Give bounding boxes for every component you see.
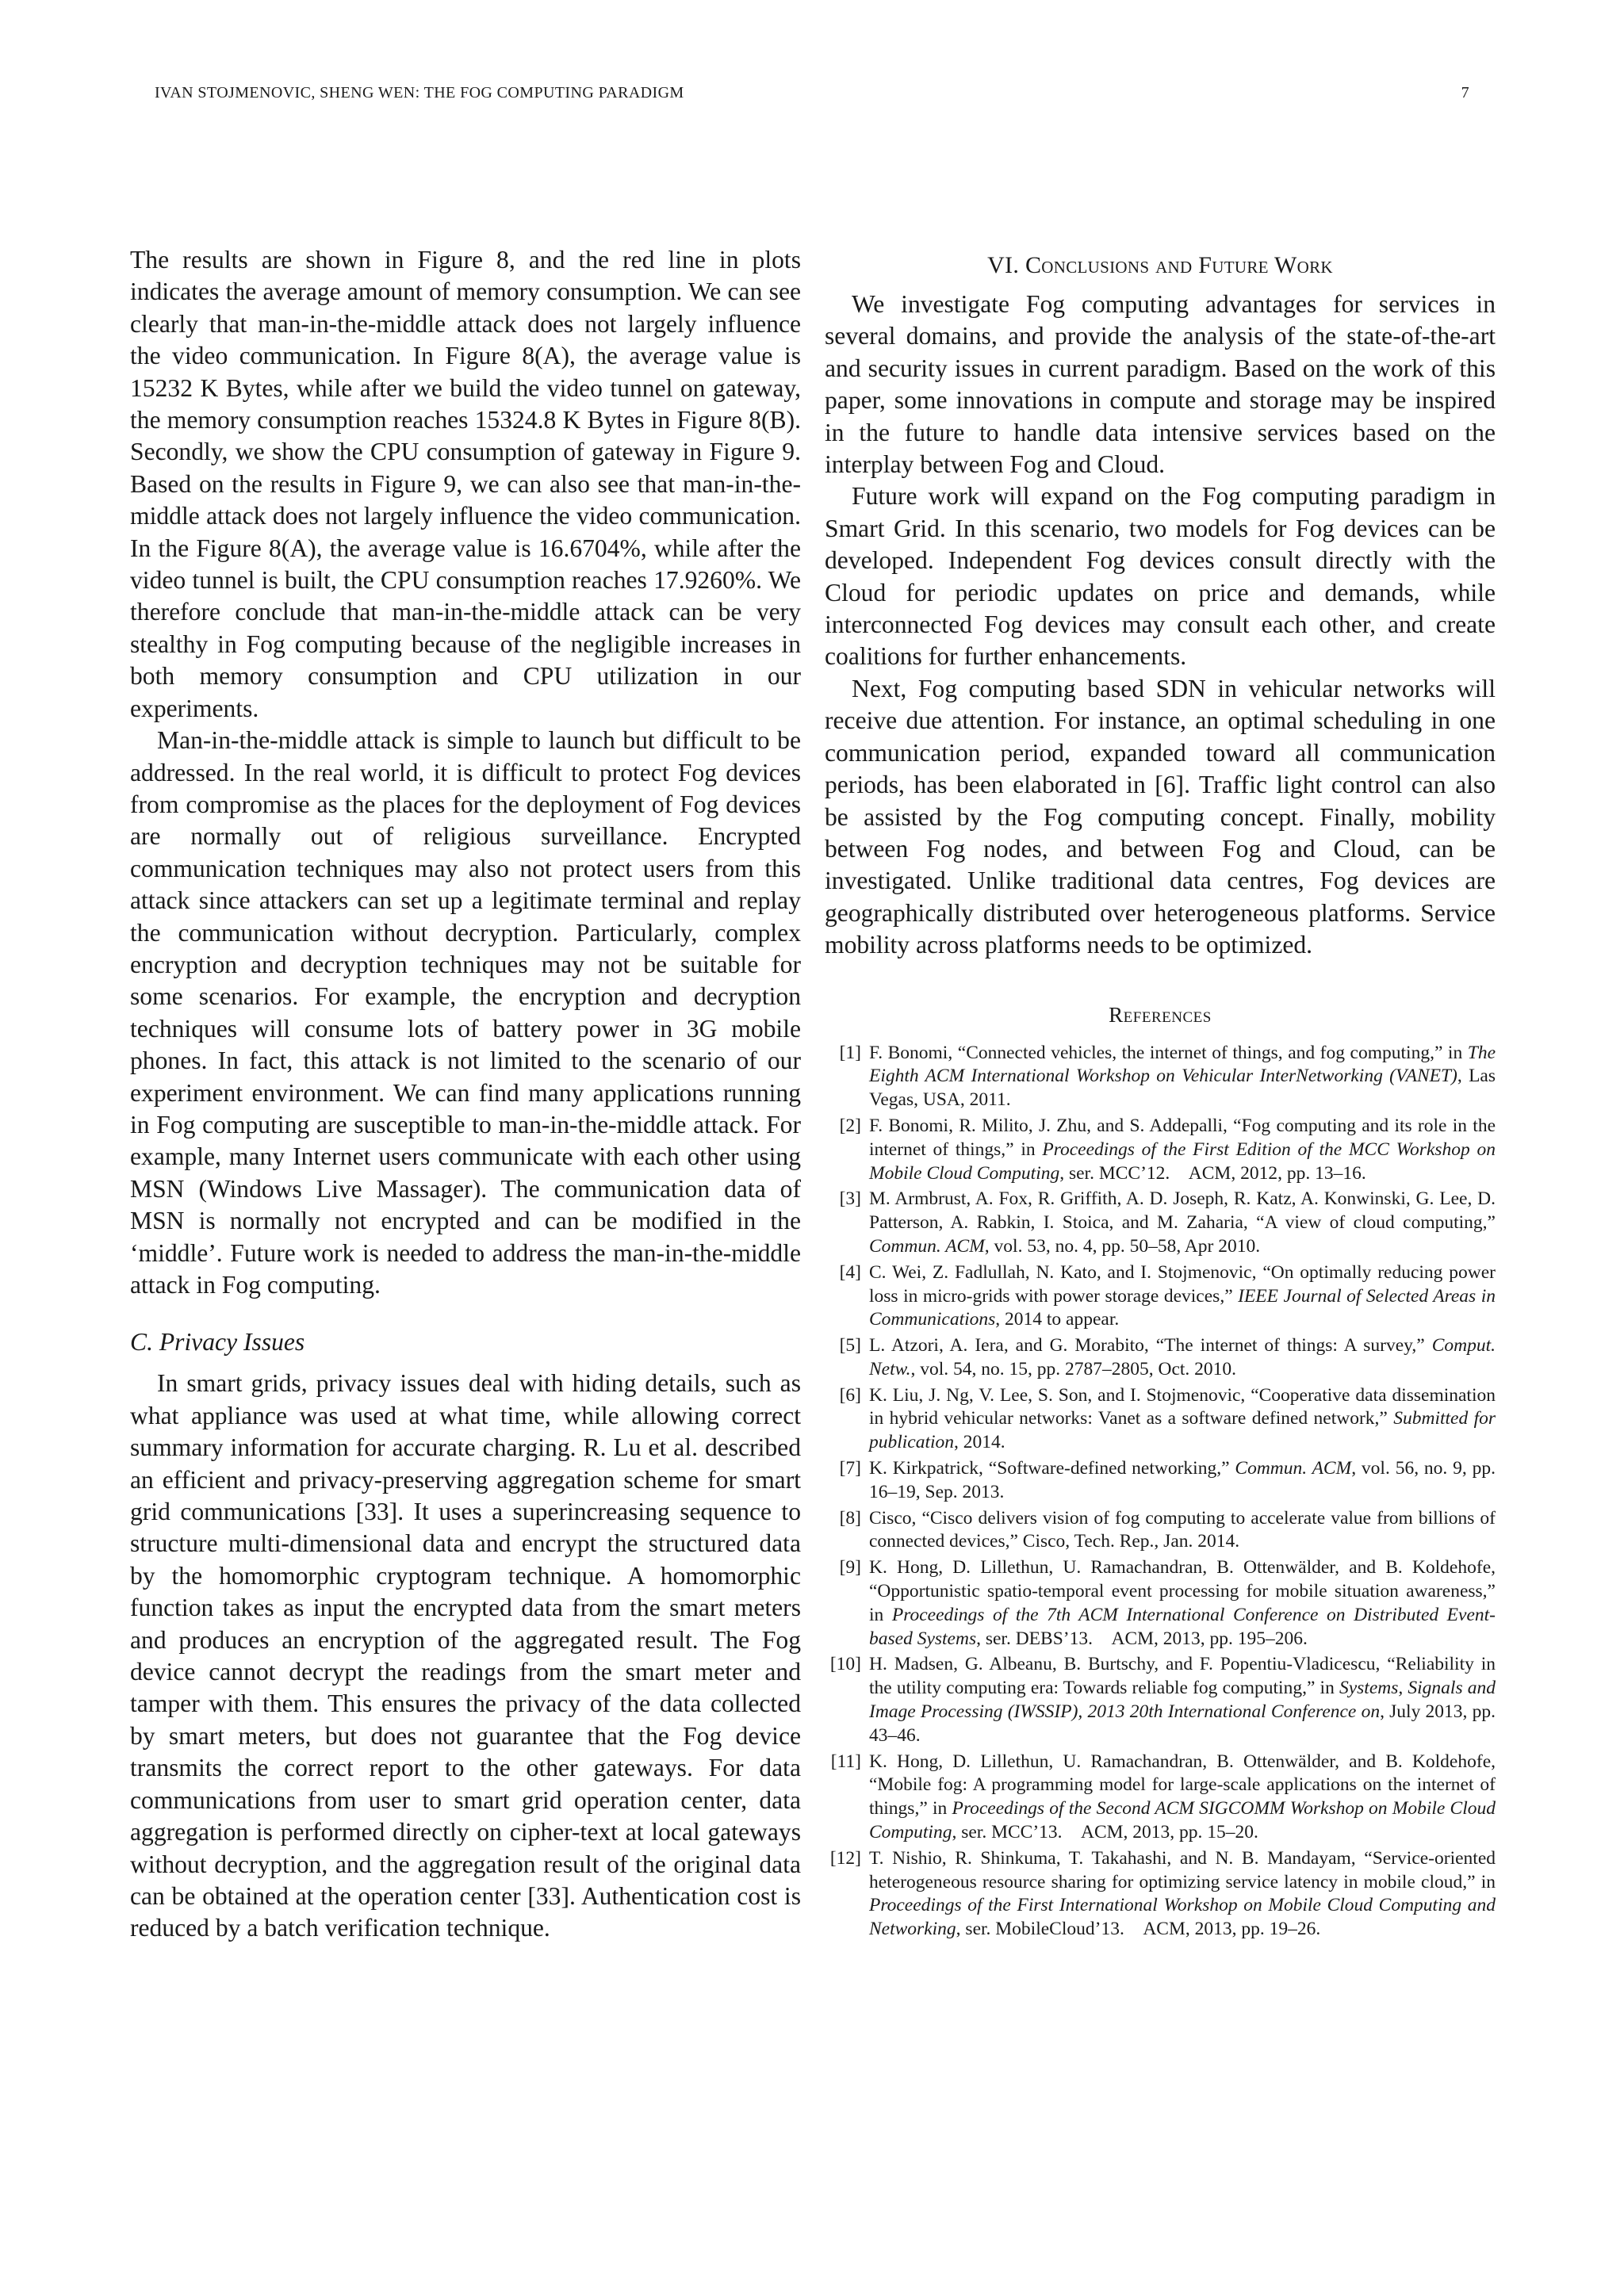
reference-number: [11] bbox=[830, 1751, 861, 1772]
reference-number: [10] bbox=[829, 1654, 861, 1675]
section-number: VI. bbox=[987, 252, 1020, 278]
sdn-paragraph: Next, Fog computing based SDN in vehicular networks will receive due attention. For instance, an optimal scheduling in one communication period, expanded toward all communication periods, has been elaborated in [6]. Traffic light control can also be assisted by the Fog computing concept. Finally, mobility between Fog nodes, and between Fog and Cloud, can be investigated. Unlike traditional data centres, Fog devices are geographically distributed over heterogeneous platforms. Service mobility across platforms needs to be optimized. bbox=[825, 674, 1496, 959]
results-paragraph: The results are shown in Figure 8, and the red line in plots indicates the average amount of memory consumption. We can see clearly that man-in-the-middle attack does not largely influence the video communication. In Figure 8(A), the average value is 15232 K Bytes, while after we build the video tunnel on gateway, the memory consumption reaches 15324.8 K Bytes in Figure 8(B). Secondly, we show the CPU consumption of gateway in Figure 9. Based on the results in Figure 9, we can also see that man-in-the-middle attack does not largely influence the video communication. In the Figure 8(A), the average value is 16.6704%, while after the video tunnel is built, the CPU consumption reaches 17.9260%. We therefore conclude that man-in-the-middle attack can be very stealthy in Fog computing because of the negligible increases in both memory consumption and CPU utilization in our experiments. bbox=[130, 246, 801, 722]
reference-text: T. Nishio, R. Shinkuma, T. Takahashi, and N. B. Mandayam, “Service-oriented heterogeneous resource sharing for optimizing service latency in mobile cloud,” in bbox=[869, 1847, 1496, 1892]
reference-item bbox=[825, 1261, 1496, 1332]
reference-text: K. Hong, D. Lillethun, U. Ramachandran, B. Ottenwälder, and B. Koldehofe, “Opportunistic spatio-temporal event processing for mobile situation awareness,” in bbox=[869, 1557, 1496, 1625]
page-number: 7 bbox=[1461, 84, 1469, 101]
reference-number: [9] bbox=[839, 1557, 861, 1578]
reference-details: , 2014. bbox=[954, 1432, 1005, 1453]
reference-item bbox=[825, 1847, 1496, 1942]
reference-venue: Systems, Signals and Image Processing (IWSSIP), 2013 20th International Conference on bbox=[869, 1678, 1496, 1723]
reference-details: , July 2013, pp. 43–46. bbox=[869, 1701, 1496, 1746]
reference-venue: Commun. ACM bbox=[1235, 1458, 1352, 1479]
mitm-paragraph: Man-in-the-middle attack is simple to launch but difficult to be addressed. In the real world, it is difficult to protect Fog devices from compromise as the places for the deployment of Fog devices are normally out of religious surveillance. Encrypted communication techniques may also not protect users from this attack since attackers can set up a legitimate terminal and replay the communication without decryption. Particularly, complex encryption and decryption techniques may not be suitable for some scenarios. For example, the encryption and decryption techniques will consume lots of battery power in 3G mobile phones. In fact, this attack is not limited to the scenario of our experiment environment. We can find many applications running in Fog computing are susceptible to man-in-the-middle attack. For example, many Internet users communicate with each other using MSN (Windows Live Massager). The communication data of MSN is normally not encrypted and can be modified in the ‘middle’. Future work is needed to address the man-in-the-middle attack in Fog computing. bbox=[130, 726, 801, 1299]
reference-number: [8] bbox=[839, 1507, 861, 1529]
future-work-paragraph: Future work will expand on the Fog computing paradigm in Smart Grid. In this scenario, two models for Fog devices can be developed. Independent Fog devices consult directly with the Cloud for periodic updates on price and demands, while interconnected Fog devices may consult each other, and create coalitions for further enhancements. bbox=[825, 482, 1496, 671]
reference-venue: Submitted for publication bbox=[869, 1408, 1496, 1453]
section-title bbox=[825, 252, 1496, 279]
conclusion-paragraph: We investigate Fog computing advantages for services in several domains, and provide the analysis of the state-of-the-art and security issues in current paradigm. Based on the work of this paper, some innovations in compute and storage may be inspired in the future to handle data intensive services based on the interplay between Fog and Cloud. bbox=[825, 290, 1496, 479]
reference-text: C. Wei, Z. Fadlullah, N. Kato, and I. Stojmenovic, “On optimally reducing power loss in micro-grids with power storage devices,” bbox=[869, 1261, 1496, 1307]
reference-number: [1] bbox=[839, 1042, 861, 1063]
reference-item bbox=[825, 1042, 1496, 1112]
reference-item bbox=[825, 1556, 1496, 1651]
reference-details: , ser. DEBS’13. ACM, 2013, pp. 195–206. bbox=[976, 1628, 1308, 1649]
reference-text: L. Atzori, A. Iera, and G. Morabito, “The internet of things: A survey,” bbox=[869, 1335, 1432, 1357]
reference-number: [12] bbox=[829, 1847, 861, 1869]
reference-text: Cisco, “Cisco delivers vision of fog computing to accelerate value from billions of connected devices,” Cisco, Tech. Rep., Jan. 2014. bbox=[869, 1507, 1496, 1552]
reference-number: [3] bbox=[839, 1188, 861, 1210]
reference-venue: The Eighth ACM International Workshop on Vehicular InterNetworking (VANET) bbox=[869, 1042, 1496, 1087]
reference-text: K. Kirkpatrick, “Software-defined networking,” bbox=[869, 1458, 1235, 1479]
left-column bbox=[130, 244, 801, 1945]
references-list bbox=[825, 1042, 1496, 1942]
reference-text: K. Hong, D. Lillethun, U. Ramachandran, B. Ottenwälder, and B. Koldehofe, “Mobile fog: A programming model for large-scale applications on the internet of things,” in bbox=[869, 1751, 1496, 1820]
right-column bbox=[825, 244, 1496, 1944]
reference-item bbox=[825, 1507, 1496, 1555]
reference-number: [6] bbox=[839, 1384, 861, 1406]
reference-details: , vol. 54, no. 15, pp. 2787–2805, Oct. 2010. bbox=[910, 1358, 1237, 1380]
reference-number: [4] bbox=[839, 1261, 861, 1283]
reference-details: , vol. 56, no. 9, pp. 16–19, Sep. 2013. bbox=[869, 1458, 1496, 1502]
reference-text: H. Madsen, G. Albeanu, B. Burtschy, and F. Popentiu-Vladicescu, “Reliability in the utility computing era: Towards reliable fog computing,” in bbox=[869, 1654, 1496, 1699]
reference-text: F. Bonomi, “Connected vehicles, the internet of things, and fog computing,” in bbox=[869, 1042, 1468, 1063]
reference-text: F. Bonomi, R. Milito, J. Zhu, and S. Addepalli, “Fog computing and its role in the internet of things,” in bbox=[869, 1115, 1496, 1160]
reference-details: , Las Vegas, USA, 2011. bbox=[869, 1066, 1496, 1111]
running-title: IVAN STOJMENOVIC, SHENG WEN: THE FOG COMPUTING PARADIGM bbox=[155, 84, 684, 101]
reference-venue: IEEE Journal of Selected Areas in Communications bbox=[869, 1285, 1496, 1330]
reference-item bbox=[825, 1653, 1496, 1747]
reference-venue: Proceedings of the First International Workshop on Mobile Cloud Computing and Networking bbox=[869, 1895, 1496, 1940]
reference-item bbox=[825, 1334, 1496, 1382]
reference-text: K. Liu, J. Ng, V. Lee, S. Son, and I. Stojmenovic, “Cooperative data dissemination in hybrid vehicular networks: Vanet as a software defined network,” bbox=[869, 1384, 1496, 1429]
reference-item bbox=[825, 1751, 1496, 1845]
reference-venue: Commun. ACM bbox=[869, 1235, 985, 1257]
reference-number: [7] bbox=[839, 1458, 861, 1479]
reference-venue: Proceedings of the First Edition of the MCC Workshop on Mobile Cloud Computing bbox=[869, 1138, 1496, 1184]
reference-item bbox=[825, 1384, 1496, 1455]
reference-item bbox=[825, 1115, 1496, 1185]
subsection-title: C. Privacy Issues bbox=[130, 1328, 305, 1357]
reference-venue: Proceedings of the Second ACM SIGCOMM Workshop on Mobile Cloud Computing bbox=[869, 1798, 1496, 1843]
reference-number: [2] bbox=[839, 1115, 861, 1136]
reference-details: , ser. MobileCloud’13. ACM, 2013, pp. 19–26. bbox=[956, 1919, 1321, 1940]
section-title-text: Conclusions and Future Work bbox=[1025, 252, 1333, 278]
privacy-paragraph: In smart grids, privacy issues deal with hiding details, such as what appliance was used at what time, while allowing correct summary information for accurate charging. R. Lu et al. described an efficient and privacy-preserving aggregation scheme for smart grid communications [33]. It uses a superincreasing sequence to structure multi-dimensional data and encrypt the structured data by the homomorphic cryptogram technique. A homomorphic function takes as input the encrypted data from the smart meters and produces an encryption of the aggregated result. The Fog device cannot decrypt the readings from the smart meter and tamper with them. This ensures the privacy of the data collected by smart meters, but does not guarantee that the Fog device transmits the correct report to the other gateways. For data communications from user to smart grid operation center, data aggregation is performed directly on cipher-text at local gateways without decryption, and the aggregation result of the original data can be obtained at the operation center [33]. Authentication cost is reduced by a batch verification technique. bbox=[130, 1369, 801, 1942]
reference-details: , ser. MCC’12. ACM, 2012, pp. 13–16. bbox=[1059, 1162, 1366, 1184]
references-title: References bbox=[1109, 1002, 1212, 1027]
reference-details: , ser. MCC’13. ACM, 2013, pp. 15–20. bbox=[952, 1822, 1258, 1843]
reference-item bbox=[825, 1188, 1496, 1258]
reference-venue: Proceedings of the 7th ACM International Conference on Distributed Event-based Systems bbox=[869, 1604, 1496, 1649]
reference-details: , 2014 to appear. bbox=[995, 1309, 1120, 1330]
reference-venue: Comput. Netw. bbox=[869, 1335, 1496, 1380]
reference-text: M. Armbrust, A. Fox, R. Griffith, A. D. Joseph, R. Katz, A. Konwinski, G. Lee, D. Patterson, A. Rabkin, I. Stoica, and M. Zaharia, “A view of cloud computing,” bbox=[869, 1188, 1496, 1234]
reference-number: [5] bbox=[839, 1335, 861, 1357]
reference-details: , vol. 53, no. 4, pp. 50–58, Apr 2010. bbox=[984, 1235, 1261, 1257]
reference-item bbox=[825, 1457, 1496, 1505]
